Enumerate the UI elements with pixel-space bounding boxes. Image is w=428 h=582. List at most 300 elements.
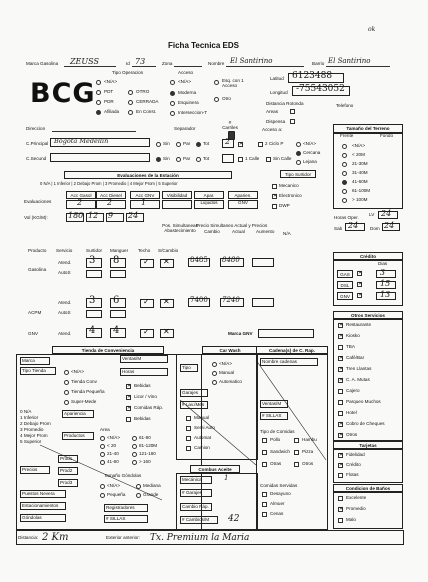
principal-sin-radio[interactable] — [156, 142, 161, 147]
tipo-const-label: En Const. — [136, 109, 157, 114]
marca-label: Marca Gasolina — [26, 61, 59, 66]
product-header-2: Surtidor — [86, 248, 103, 253]
mecanica-field[interactable] — [180, 476, 212, 484]
credito-2-value: 13 — [380, 290, 391, 299]
tarjeta-0-checkbox[interactable] — [338, 453, 343, 458]
dispensa-checkbox[interactable] — [290, 119, 295, 124]
principal-tot-label: Tot — [203, 141, 210, 146]
cadena-servicios-title: Comidas Servidas — [260, 483, 298, 488]
tienda-gondolas-label: Góndolas — [22, 515, 42, 520]
cadena-item-4-checkbox[interactable] — [262, 462, 267, 467]
product-flag-mark-1: ✕ — [163, 257, 170, 266]
principal-lejana-radio[interactable] — [296, 160, 301, 165]
product-header-4: Techo — [138, 248, 151, 253]
principal-par-radio[interactable] — [176, 142, 181, 147]
latitud-label: Latitud — [270, 76, 284, 81]
gondolas-na-radio[interactable] — [100, 484, 105, 489]
cadena-item-3-checkbox[interactable] — [294, 450, 299, 455]
cadena-sillas-field[interactable] — [260, 412, 288, 420]
tipo-const-radio[interactable] — [128, 110, 133, 115]
secundaria-par-radio[interactable] — [176, 157, 181, 162]
nombre-value[interactable]: El Santirino — [230, 57, 273, 65]
tienda-sillas-label: # SILLAS — [106, 516, 126, 521]
tienda-conv-label: Tienda Conv — [71, 379, 97, 384]
tienda-area-3-label: 41-60 — [107, 459, 119, 464]
surtidor-dwp-checkbox[interactable] — [272, 204, 277, 209]
tienda-puestos-field[interactable] — [20, 490, 66, 498]
distancia-label: Distancia: — [18, 535, 39, 540]
tienda-bebida-0-label: Bebidas — [134, 383, 151, 388]
direccion-label: Direccion — [26, 126, 46, 131]
principal-na-radio[interactable] — [296, 142, 301, 147]
secundaria-field[interactable] — [50, 153, 150, 162]
tienda-sillas-field[interactable] — [104, 515, 148, 523]
form-title: Ficha Tecnica EDS — [168, 41, 239, 50]
horas-lv-value: 24 — [381, 209, 392, 218]
otros-servicio-3-label: Café/Bar — [346, 355, 365, 360]
cadena-item-5-checkbox[interactable] — [294, 462, 299, 467]
acceso-interseccion-radio[interactable] — [170, 111, 175, 116]
eval-value-field-5[interactable] — [228, 200, 258, 209]
acceso-title: Acceso — [178, 70, 194, 75]
acceso-esquinera-label: Esquinera — [178, 100, 199, 105]
credito-1-checkbox[interactable] — [357, 282, 362, 287]
credito-0-field[interactable] — [376, 270, 396, 278]
otros-servicio-5-label: C. A. Mutas — [346, 377, 370, 382]
otros-servicio-7-checkbox[interactable] — [338, 400, 343, 405]
tienda-gondolas-field[interactable] — [20, 514, 66, 522]
product-header-1: Servicio — [56, 248, 73, 253]
horas-label: Horas Oper. — [334, 215, 359, 220]
tamano-option-0-radio[interactable] — [342, 144, 347, 149]
secundaria-calle-label: 1 Calle — [245, 156, 260, 161]
otros-servicio-8-label: Hotel — [346, 410, 357, 415]
tienda-pequena-radio[interactable] — [64, 390, 69, 395]
tipo-otro-label: OTRO — [136, 89, 150, 94]
product-flag-mark-4: ✓ — [143, 327, 150, 336]
dispensa-label: Dispensa — [266, 119, 286, 124]
gasolina-autos-surtidor-field[interactable] — [86, 270, 102, 278]
tienda-prod2-field[interactable] — [58, 467, 78, 475]
marca-gnv-field[interactable] — [258, 329, 314, 338]
tienda-prod3-label: Prod3 — [60, 480, 73, 485]
product-header-5: S/Cambio — [158, 248, 179, 253]
cadena-sillas-label: # SILLAS — [262, 413, 282, 418]
tienda-super-label: Super-Mede — [71, 399, 97, 404]
cadena-ventas-label: Ventas/M — [262, 401, 282, 406]
credito-dias-label: Dias — [378, 261, 388, 266]
telefono-label: Telefono — [336, 103, 354, 108]
gnv-manguer-value: 4 — [113, 325, 120, 336]
marca-gnv-label: Marca GNV — [228, 331, 253, 336]
otros-servicio-2-label: TBA — [346, 344, 355, 349]
acceso-esquinera-radio[interactable] — [170, 101, 175, 106]
id-label: Id — [126, 61, 130, 66]
marca-value[interactable]: ZEUSS — [70, 57, 99, 66]
cadena-item-4-label: Otras — [270, 461, 282, 466]
tienda-registradores-label: Registradores — [106, 505, 135, 510]
banos-panel — [333, 492, 403, 529]
otros-servicio-6-label: Cajero — [346, 388, 360, 393]
acceso-a-label: Acceso a: — [262, 127, 283, 132]
tienda-area-7-label: > 160 — [139, 459, 151, 464]
tienda-area-5-radio[interactable] — [132, 444, 137, 449]
gondolas-grande-radio[interactable] — [136, 493, 141, 498]
credito-2-checkbox[interactable] — [357, 293, 362, 298]
tienda-apariencia-field[interactable] — [62, 410, 94, 418]
principal-value: Bogota Medellin — [54, 137, 109, 145]
tienda-super-radio[interactable] — [64, 400, 69, 405]
surtidor-electronico-label: Electronico — [279, 193, 302, 198]
cambio-rap-label: Cambio Ráp. — [182, 504, 209, 509]
tienda-ventas-field[interactable] — [120, 355, 168, 363]
tamano-frente-label: Frente — [340, 133, 354, 138]
cadena-nombre-field[interactable] — [260, 358, 318, 366]
otros-servicio-3-checkbox[interactable] — [338, 356, 343, 361]
secundaria-label: C.Secund — [26, 156, 47, 161]
tienda-area-6-radio[interactable] — [132, 452, 137, 457]
tipo-otro-radio[interactable] — [128, 90, 133, 95]
tienda-bebida-3-label: Bebidas — [134, 416, 151, 421]
acceso-moderna-radio[interactable] — [170, 91, 175, 96]
tienda-area-0-label: <N/A> — [107, 435, 121, 440]
gasolina-atend-label: Atend. — [58, 260, 72, 265]
tamano-option-2-radio[interactable] — [342, 162, 347, 167]
tarjeta-0-label: Fidelidad — [346, 452, 365, 457]
carwash-item-2-checkbox[interactable] — [186, 436, 191, 441]
gnv-atend-label: Atend. — [58, 331, 72, 336]
principal-lejana-label: Lejana — [303, 159, 317, 164]
secundaria-sin-radio[interactable] — [156, 157, 161, 162]
eval-value-0: 2 — [77, 198, 83, 207]
tipo-surtidor-button[interactable]: Tipo Surtidor — [280, 170, 316, 178]
tipo-cerrada-radio[interactable] — [128, 100, 133, 105]
gasolina-precio-actual-value: 8480 — [222, 256, 240, 264]
n-garajes-label: # Garajes — [182, 490, 202, 495]
areas-label: Areas — [266, 109, 279, 114]
principal-sin-label: Sin — [163, 141, 170, 146]
tienda-bebida-1-checkbox[interactable] — [126, 395, 131, 400]
tienda-area-2-label: 21-40 — [107, 451, 119, 456]
n-garajes-field[interactable] — [180, 489, 212, 497]
carwash-garajes-label: Garajes — [182, 390, 199, 395]
otros-servicio-1-checkbox[interactable] — [338, 334, 343, 339]
exterior-value[interactable]: Tx. Premium la Maria — [150, 533, 250, 543]
tienda-area-2-radio[interactable] — [100, 452, 105, 457]
tienda-area-5-label: 81-120M — [139, 443, 158, 448]
cadena-serv-2-checkbox[interactable] — [262, 512, 267, 517]
horas-lv-label: LV — [369, 212, 375, 217]
combustible-title: Combus Aceite — [190, 465, 240, 473]
carwash-na-radio[interactable] — [212, 362, 217, 367]
tienda-estacionamientos-field[interactable] — [20, 502, 66, 510]
acceso-esq1-radio[interactable] — [214, 80, 219, 85]
tipo-pdt-radio[interactable] — [96, 90, 101, 95]
tarjeta-2-checkbox[interactable] — [338, 473, 343, 478]
carwash-tipo-label: Tipo — [182, 365, 191, 370]
tienda-tipo-field[interactable] — [20, 367, 56, 375]
precios-title: Precio Simultaneo Actual y Precios — [196, 223, 268, 228]
carwash-auto-radio[interactable] — [212, 380, 217, 385]
cadena-ventas-field[interactable] — [260, 400, 288, 408]
bano-0-checkbox[interactable] — [338, 496, 343, 501]
tamano-option-5-radio[interactable] — [342, 189, 347, 194]
pos-simultaneas-label: Pos. Simultaneas Abastecimiento — [162, 223, 198, 233]
carwash-item-3-label: Camion — [194, 445, 210, 450]
surtidor-mecanico-checkbox[interactable] — [272, 184, 277, 189]
tipo-afiliada-label: Afiliada — [104, 109, 120, 114]
acpm-precio-cambio-value: 7400 — [190, 296, 208, 304]
cambio-rap-field[interactable] — [180, 503, 212, 511]
cadena-item-2-checkbox[interactable] — [262, 450, 267, 455]
acpm-autos-surtidor-field[interactable] — [86, 310, 102, 318]
principal-cercana-radio[interactable] — [296, 151, 301, 156]
otros-servicio-10-checkbox[interactable] — [338, 433, 343, 438]
otros-servicio-2-checkbox[interactable] — [338, 345, 343, 350]
acpm-manguer-value: 6 — [113, 295, 120, 306]
tienda-bebida-3-checkbox[interactable] — [126, 417, 131, 422]
principal-na-label: <N/A> — [303, 141, 317, 146]
tienda-rating-4-label: 4 Mejor Prom — [20, 433, 48, 438]
secundaria-sin-calle-label: Sin Calle — [273, 156, 292, 161]
mecanica-value: 1 — [224, 474, 229, 482]
tarjetas-panel — [333, 449, 403, 483]
gondolas-mediana-label: Mediana — [143, 483, 161, 488]
nombre-label: Nombre — [208, 61, 225, 66]
principal-extra-checkbox[interactable] — [238, 142, 243, 147]
product-flag-mark-3: ✕ — [163, 297, 170, 306]
cadena-item-1-checkbox[interactable] — [294, 438, 299, 443]
product-header-3: Manguer — [110, 248, 129, 253]
eval-header-4: Apar. Liquidos — [194, 191, 224, 199]
tarjeta-1-label: Crédito — [346, 462, 361, 467]
principal-tot-radio[interactable] — [196, 142, 201, 147]
tamano-option-2-label: 21-30M — [352, 161, 368, 166]
gnv-label: GNV — [28, 331, 38, 336]
areas-checkbox[interactable] — [290, 109, 295, 114]
carwash-item-0-checkbox[interactable] — [186, 416, 191, 421]
gasolina-autos-label: AutoS — [58, 270, 71, 275]
carwash-na-label: <N/A> — [219, 361, 233, 366]
carwash-item-0-label: Manual — [194, 415, 210, 420]
tienda-area-0-radio[interactable] — [100, 436, 105, 441]
tamano-option-4-radio[interactable] — [342, 180, 347, 185]
otros-servicio-7-label: Parqueo Muchos — [346, 399, 381, 404]
gondolas-na-label: <N/A> — [107, 483, 121, 488]
tamano-option-4-label: 41-60M — [352, 179, 368, 184]
tipo-cerrada-label: CERRADA — [136, 99, 159, 104]
vol-value-3: 24 — [128, 211, 139, 220]
horas-sab-value: 24 — [348, 221, 359, 230]
acceso-interseccion-label: Interseccion-T — [178, 110, 208, 115]
tienda-rating-2-label: 2 Debajo Prom — [20, 421, 51, 426]
carriles-label: # Carriles — [222, 120, 238, 130]
tamano-fondo-label: Fondo — [380, 133, 394, 138]
otros-servicio-0-label: Restaurante — [346, 322, 372, 327]
acceso-moderna-label: Moderna — [178, 90, 197, 95]
exterior-label: Exterior anterior: — [106, 535, 140, 540]
surtidor-electronico-checkbox[interactable] — [272, 194, 277, 199]
horas-dom-value: 24 — [384, 221, 395, 230]
tipo-na-label: <N/A> — [104, 79, 118, 84]
bano-1-checkbox[interactable] — [338, 507, 343, 512]
tienda-area-4-label: 61-80 — [139, 435, 151, 440]
gondolas-pequena-label: Pequeña — [107, 492, 126, 497]
otros-servicio-9-label: Cobro de Cheques — [346, 421, 385, 426]
tienda-bebida-2-checkbox[interactable] — [126, 406, 131, 411]
evaluaciones-scale: 0 N/A | 1 Inferior | 2 Debajo Prom | 3 Promedio | 4 Mejor Prom | 5 Superior — [40, 181, 178, 186]
carwash-title: Car Wash — [202, 346, 258, 354]
principal-ciclo-label: 2 Ciclo P — [265, 141, 284, 146]
tienda-bebida-0-checkbox[interactable] — [126, 384, 131, 389]
tamano-option-6-radio[interactable] — [342, 198, 347, 203]
evaluaciones-row-label: Evaluaciones — [24, 199, 52, 204]
tienda-tipo-label: Tipo Tienda — [22, 368, 46, 373]
bano-0-label: Excelente — [346, 495, 367, 500]
horas-sab-label: Sab — [334, 226, 343, 231]
otros-servicio-6-checkbox[interactable] — [338, 389, 343, 394]
tienda-productos-field[interactable] — [62, 432, 94, 440]
carwash-item-3-checkbox[interactable] — [186, 446, 191, 451]
tamano-option-1-label: < 20M — [352, 152, 365, 157]
credito-0-label: GAS — [337, 270, 353, 278]
cambios-mes-field[interactable] — [180, 516, 218, 524]
bcg-logo: BCG — [30, 78, 96, 109]
cadena-serv-0-label: Desayuno — [270, 491, 291, 496]
tienda-na-radio[interactable] — [64, 370, 69, 375]
carwash-manual-radio[interactable] — [212, 371, 217, 376]
acceso-na-radio[interactable] — [170, 80, 175, 85]
gondolas-mediana-radio[interactable] — [136, 484, 141, 489]
tamano-option-0-label: <N/A> — [352, 143, 366, 148]
gnv-surtidor-value: 4 — [89, 325, 96, 336]
otros-servicio-8-checkbox[interactable] — [338, 411, 343, 416]
tienda-horas-field[interactable] — [120, 368, 168, 376]
tienda-area-7-radio[interactable] — [132, 460, 137, 465]
acceso-otro-radio[interactable] — [214, 97, 219, 102]
tienda-apariencia-label: Apariencia — [64, 411, 86, 416]
tienda-conv-radio[interactable] — [64, 380, 69, 385]
tienda-ventas-label: Ventas/M — [122, 356, 142, 361]
carwash-item-1-checkbox[interactable] — [186, 426, 191, 431]
tienda-area-1-radio[interactable] — [100, 444, 105, 449]
carwash-tipo-field[interactable] — [180, 364, 198, 372]
tipo-afiliada-radio[interactable] — [96, 110, 101, 115]
secundaria-sin-calle-checkbox[interactable] — [266, 157, 271, 162]
tienda-registradores-field[interactable] — [104, 504, 148, 512]
acpm-precio-aumento[interactable] — [252, 298, 274, 307]
distancia-value[interactable]: 2 Km — [42, 532, 69, 543]
acpm-atend-label: Atend. — [58, 300, 72, 305]
eval-header-1: Acc Diesel — [96, 191, 126, 199]
id-value[interactable]: 73 — [135, 57, 146, 66]
vol-value-1: 12 — [88, 211, 99, 220]
eval-header-3: Visibilidad — [162, 191, 192, 199]
carwash-lavmes-label: # Lav./Mes — [182, 402, 205, 407]
tienda-area-6-label: 121-160 — [139, 451, 156, 456]
principal-par-label: Par — [183, 141, 191, 146]
gondolas-pequena-radio[interactable] — [100, 493, 105, 498]
cambios-mes-label: # Cambios/M — [182, 517, 210, 522]
credito-1-value: 15 — [380, 279, 391, 288]
credito-1-label: DSL — [337, 281, 353, 289]
acpm-autos-label: AutoS — [58, 310, 71, 315]
acceso-na-label: <N/A> — [178, 79, 192, 84]
carwash-garajes-field[interactable] — [180, 389, 208, 397]
secundaria-sin-label: Sin — [163, 156, 170, 161]
eval-header-2: Acc GNV — [130, 191, 160, 199]
tienda-precios-field[interactable] — [20, 466, 50, 474]
carwash-auto-label: Automatico — [219, 379, 242, 384]
otros-servicio-5-checkbox[interactable] — [338, 378, 343, 383]
otros-servicios-title: Otros Servicios — [333, 311, 403, 319]
tarjeta-1-checkbox[interactable] — [338, 463, 343, 468]
gasolina-precio-aumento[interactable] — [252, 258, 274, 267]
tienda-bebida-1-label: Licor / Vino — [134, 394, 157, 399]
tienda-area-3-radio[interactable] — [100, 460, 105, 465]
tienda-marca-field[interactable] — [20, 357, 50, 365]
cadena-serv-0-checkbox[interactable] — [262, 492, 267, 497]
tienda-estacionamientos-label: Estacionamientos — [22, 503, 59, 508]
cadena-item-0-checkbox[interactable] — [262, 438, 267, 443]
credito-0-checkbox[interactable] — [357, 271, 362, 276]
otros-servicio-1-label: Kiosko — [346, 333, 360, 338]
longitud-label: Longitud — [270, 90, 288, 95]
gasolina-manguer-value: 8 — [113, 255, 120, 266]
otros-servicio-4-checkbox[interactable] — [338, 367, 343, 372]
tarjeta-2-label: Flotas — [346, 472, 359, 477]
tienda-bebida-2-label: Comidas Ráp. — [134, 405, 164, 410]
tienda-pequena-label: Tienda Pequeña — [71, 389, 105, 394]
eval-value-field-3[interactable] — [162, 200, 192, 209]
tienda-area-4-radio[interactable] — [132, 436, 137, 441]
longitud-value: -75543052 — [296, 84, 345, 94]
barrio-label: Barrio — [312, 61, 325, 66]
gasolina-autos-manguer-field[interactable] — [110, 270, 126, 278]
product-header-0: Producto — [28, 248, 47, 253]
tipo-pdr-radio[interactable] — [96, 100, 101, 105]
tienda-prod1-label: Prod1 — [60, 456, 73, 461]
secundaria-carriles-field[interactable] — [222, 154, 234, 163]
otros-servicio-0-checkbox[interactable] — [338, 323, 343, 328]
tienda-puestos-label: Puestos Nevera — [22, 491, 55, 496]
barrio-value[interactable]: El Santirino — [328, 57, 371, 65]
cadena-serv-1-checkbox[interactable] — [262, 502, 267, 507]
tamano-option-3-radio[interactable] — [342, 171, 347, 176]
otros-servicio-9-checkbox[interactable] — [338, 422, 343, 427]
tipo-na-radio[interactable] — [96, 80, 101, 85]
carwash-lavmes-field[interactable] — [180, 401, 208, 409]
cadena-item-5-label: Otros — [302, 461, 314, 466]
tienda-rating-0-label: 0 N/A — [20, 409, 32, 414]
tamano-option-1-radio[interactable] — [342, 153, 347, 158]
eval-value-field-4[interactable] — [194, 200, 224, 209]
principal-cercana-label: Cercana — [303, 150, 321, 155]
tamano-option-5-label: 61-100M — [352, 188, 371, 193]
secundaria-calle-checkbox[interactable] — [238, 157, 243, 162]
bano-2-checkbox[interactable] — [338, 518, 343, 523]
principal-ciclo-checkbox[interactable] — [258, 142, 263, 147]
carwash-manual-label: Manual — [219, 370, 235, 375]
tamano-option-6-label: > 100M — [352, 197, 368, 202]
cadena-nombre-label: Nombre cadenas — [262, 359, 297, 364]
eval-value-1: 2 — [107, 198, 113, 207]
tienda-prod3-field[interactable] — [58, 479, 78, 487]
horas-dom-label: Dom — [370, 226, 380, 231]
secundaria-tot-radio[interactable] — [196, 157, 201, 162]
acpm-autos-manguer-field[interactable] — [110, 310, 126, 318]
tienda-prod1-field[interactable] — [58, 455, 78, 463]
